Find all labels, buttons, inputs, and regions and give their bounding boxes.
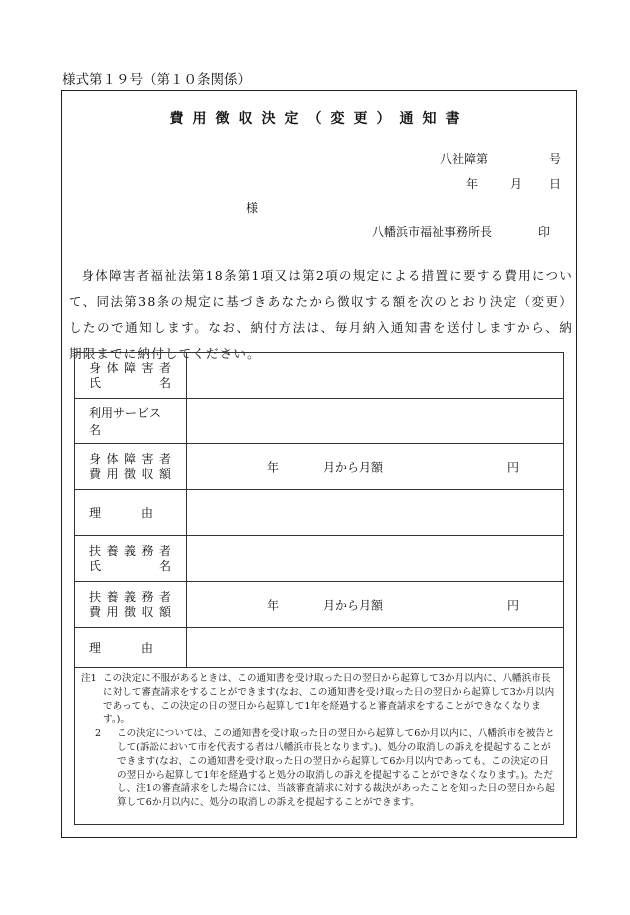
label-char: 義 — [123, 543, 137, 558]
fee-month-label: 月から月額 — [323, 460, 384, 474]
label-char: 費 — [89, 466, 103, 481]
fee-yen-label: 円 — [507, 598, 520, 612]
value-reason[interactable] — [187, 628, 564, 668]
label-char: 氏 — [89, 558, 103, 573]
label-char — [144, 559, 149, 574]
table-row — [75, 628, 564, 668]
value-supporter-name[interactable] — [187, 536, 564, 582]
table-row — [75, 536, 564, 582]
label-char: 務 — [141, 543, 155, 558]
label-char: 用 — [106, 466, 120, 481]
note-text: この決定については、この通知書を受け取った日の翌日から起算して6か月以内に、八幡浜市を被告として(訴訟において市を代表する者は八幡浜市長となります。)、処分の取消しの訴えを提起することができます(なお、この通知書を受け取った日の翌日から起算して6か月以内であっても、この決定の日の翌日から起算して1年を経過すると処分の取消しの訴えを提起することができなくなります。)。ただし、注1の審査請求をした場合には、当該審査請求に対する裁決があったことを知った日の翌日から起算して6か月以内に、処分の取消しの訴えを提起することができます。 — [117, 728, 555, 809]
label-char: 害 — [141, 360, 155, 375]
label-char: 者 — [158, 360, 172, 375]
value-reason[interactable] — [187, 490, 564, 536]
label-char: 養 — [106, 543, 120, 558]
body-paragraph-text: 身体障害者福祉法第18条第1項又は第2項の規定による措置に要する費用について、同法第38条の規定に基づきあなたから徴収する額を次のとおり決定（変更）したので通知します。なお、納付方法は、毎月納入通知書を送付しますから、納期限までに納付してください。 — [69, 268, 573, 361]
label-reason — [75, 628, 187, 668]
doc-number-suffix: 号 — [549, 152, 562, 166]
label-char: 名 — [158, 558, 172, 573]
value-person-fee[interactable] — [187, 444, 564, 490]
date-year: 年 — [466, 177, 479, 191]
label-char: 身 — [89, 360, 103, 375]
note-item — [81, 672, 557, 727]
note-number: 2 — [95, 728, 102, 740]
label-service-name — [75, 399, 187, 444]
label-char: 者 — [158, 451, 172, 466]
fee-year-label: 年 — [267, 460, 280, 474]
label-char: 障 — [123, 360, 137, 375]
label-char: 障 — [123, 451, 137, 466]
label-line: 理 由 — [89, 641, 155, 655]
value-service-name[interactable] — [187, 399, 564, 444]
label-char: 徴 — [123, 604, 137, 619]
label-char: 収 — [141, 466, 155, 481]
label-char — [113, 559, 118, 574]
label-char — [128, 376, 133, 391]
label-char: 氏 — [89, 375, 103, 390]
label-person-fee — [75, 444, 187, 490]
notes-box — [74, 667, 564, 825]
label-char: 養 — [106, 589, 120, 604]
table-row — [75, 444, 564, 490]
label-char: 害 — [141, 451, 155, 466]
fee-yen-label: 円 — [507, 460, 520, 474]
fee-table — [74, 352, 564, 668]
table-row — [75, 490, 564, 536]
label-char: 義 — [123, 589, 137, 604]
label-char: 徴 — [123, 466, 137, 481]
date-day: 日 — [549, 177, 562, 191]
label-char: 扶 — [89, 589, 103, 604]
label-line: 利用サービス名 — [89, 406, 162, 437]
label-char: 費 — [89, 604, 103, 619]
value-person-name[interactable] — [187, 353, 564, 399]
label-person-name — [75, 353, 187, 399]
document-title: 費用徴収決定（変更）通知書 — [169, 111, 469, 127]
table-row — [75, 353, 564, 399]
issuer-seal: 印 — [538, 225, 551, 239]
label-char — [144, 376, 149, 391]
table-row — [75, 582, 564, 628]
label-char: 務 — [141, 589, 155, 604]
label-char: 身 — [89, 451, 103, 466]
label-char — [113, 376, 118, 391]
label-char: 額 — [158, 466, 172, 481]
label-char — [128, 559, 133, 574]
value-supporter-fee[interactable] — [187, 582, 564, 628]
label-line: 理 由 — [89, 506, 155, 520]
body-paragraph — [69, 263, 573, 361]
fee-month-label: 月から月額 — [323, 598, 384, 612]
fee-year-label: 年 — [267, 598, 280, 612]
note-text: この決定に不服があるときは、この通知書を受け取った日の翌日から起算して3か月以内に、八幡浜市長に対して審査請求をすることができます(なお、この通知書を受け取った日の翌日から起算して3か月以内であっても、この決定の日の翌日から起算して1年を経過すると審査請求をすることができなくなります。)。 — [103, 673, 555, 726]
label-char: 者 — [158, 543, 172, 558]
addressee-suffix: 様 — [246, 201, 259, 215]
table-row — [75, 399, 564, 444]
form-number: 様式第１９号（第１０条関係） — [62, 72, 251, 88]
label-char: 名 — [158, 375, 172, 390]
date-month: 月 — [510, 177, 523, 191]
label-supporter-fee — [75, 582, 187, 628]
issuer-name: 八幡浜市福祉事務所長 — [372, 225, 493, 239]
label-char: 体 — [106, 360, 120, 375]
label-char: 収 — [141, 604, 155, 619]
label-char: 者 — [158, 589, 172, 604]
label-char: 扶 — [89, 543, 103, 558]
label-char: 用 — [106, 604, 120, 619]
note-number: 注1 — [81, 673, 97, 684]
doc-number-prefix: 八社障第 — [440, 152, 489, 166]
label-char: 額 — [158, 604, 172, 619]
label-reason — [75, 490, 187, 536]
label-supporter-name — [75, 536, 187, 582]
label-char: 体 — [106, 451, 120, 466]
note-item — [81, 727, 557, 810]
